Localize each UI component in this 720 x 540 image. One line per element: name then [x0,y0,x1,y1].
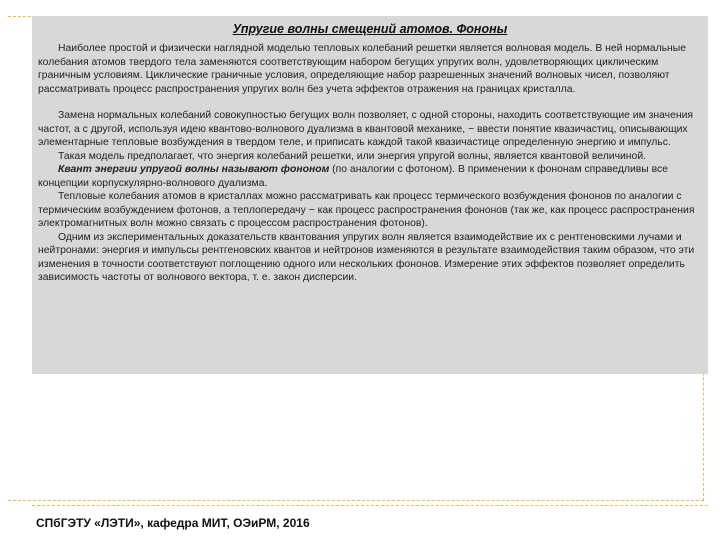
footer-credit: СПбГЭТУ «ЛЭТИ», кафедра МИТ, ОЭиРМ, 2016 [36,516,310,530]
phonon-term: Квант энергии упругой волны называют фононом [58,164,330,175]
phonon-definition-rest: (по аналогии с фотоном). В применении к фононам справедливы все концепции корпускулярно-волнового дуализма. [38,164,668,189]
paragraph-wave-model: Наиболее простой и физически наглядной моделью тепловых колебаний решетки является волновая модель. В ней нормальные колебания атомов твердого тела заменяются соответствующим набором бегущих упругих волн, удовлетворяющих циклическим граничным условиям. Циклические граничные условия, определяющие набор разрешенных значений волновых чисел, позволяют рассматривать процесс распространения упругих волн без учета эффектов отражения на границах кристалла. [38,43,687,95]
paragraph-thermal-excitation: Тепловые колебания атомов в кристаллах можно рассматривать как процесс термического возбуждения фононов по аналогии с термическим возбуждением фотонов, а теплопередачу − как процесс распространения фононов (так же, как процесс распространения электромагнитных волн можно связать с процессом распространения фотонов). [38,191,695,229]
footer-divider [32,505,708,506]
slide-body [38,42,702,285]
paragraph-quasiparticles: Замена нормальных колебаний совокупностью бегущих волн позволяет, с одной стороны, находить соответствующие им значения частот, а с другой, используя идею квантово-волнового дуализма в квантовой механике, − ввести понятие квазичастиц, описывающих элементарные тепловые возбуждения в твердом теле, и приписать каждой такой квазичастице определенную энергию и импульс. [38,110,694,148]
slide-title: Упругие волны смещений атомов. Фононы [232,22,508,36]
paragraph-phonon-definition [38,163,702,190]
paragraph-quantum-energy: Такая модель предполагает, что энергия колебаний решетки, или энергия упругой волны, является квантовой величиной. [58,150,647,162]
paragraph-experimental-evidence: Одним из экспериментальных доказательств квантования упругих волн является взаимодействие их с рентгеновскими лучами и нейтронами: энергия и импульсы рентгеновских квантов и нейтронов изменяются в результате взаимодействия таким образом, что эти изменения в точности соответствуют поглощению одного или нескольких фононов. Измерение этих эффектов позволяет определить зависимость частоты от волнового вектора, т. е. закон дисперсии. [38,231,695,283]
